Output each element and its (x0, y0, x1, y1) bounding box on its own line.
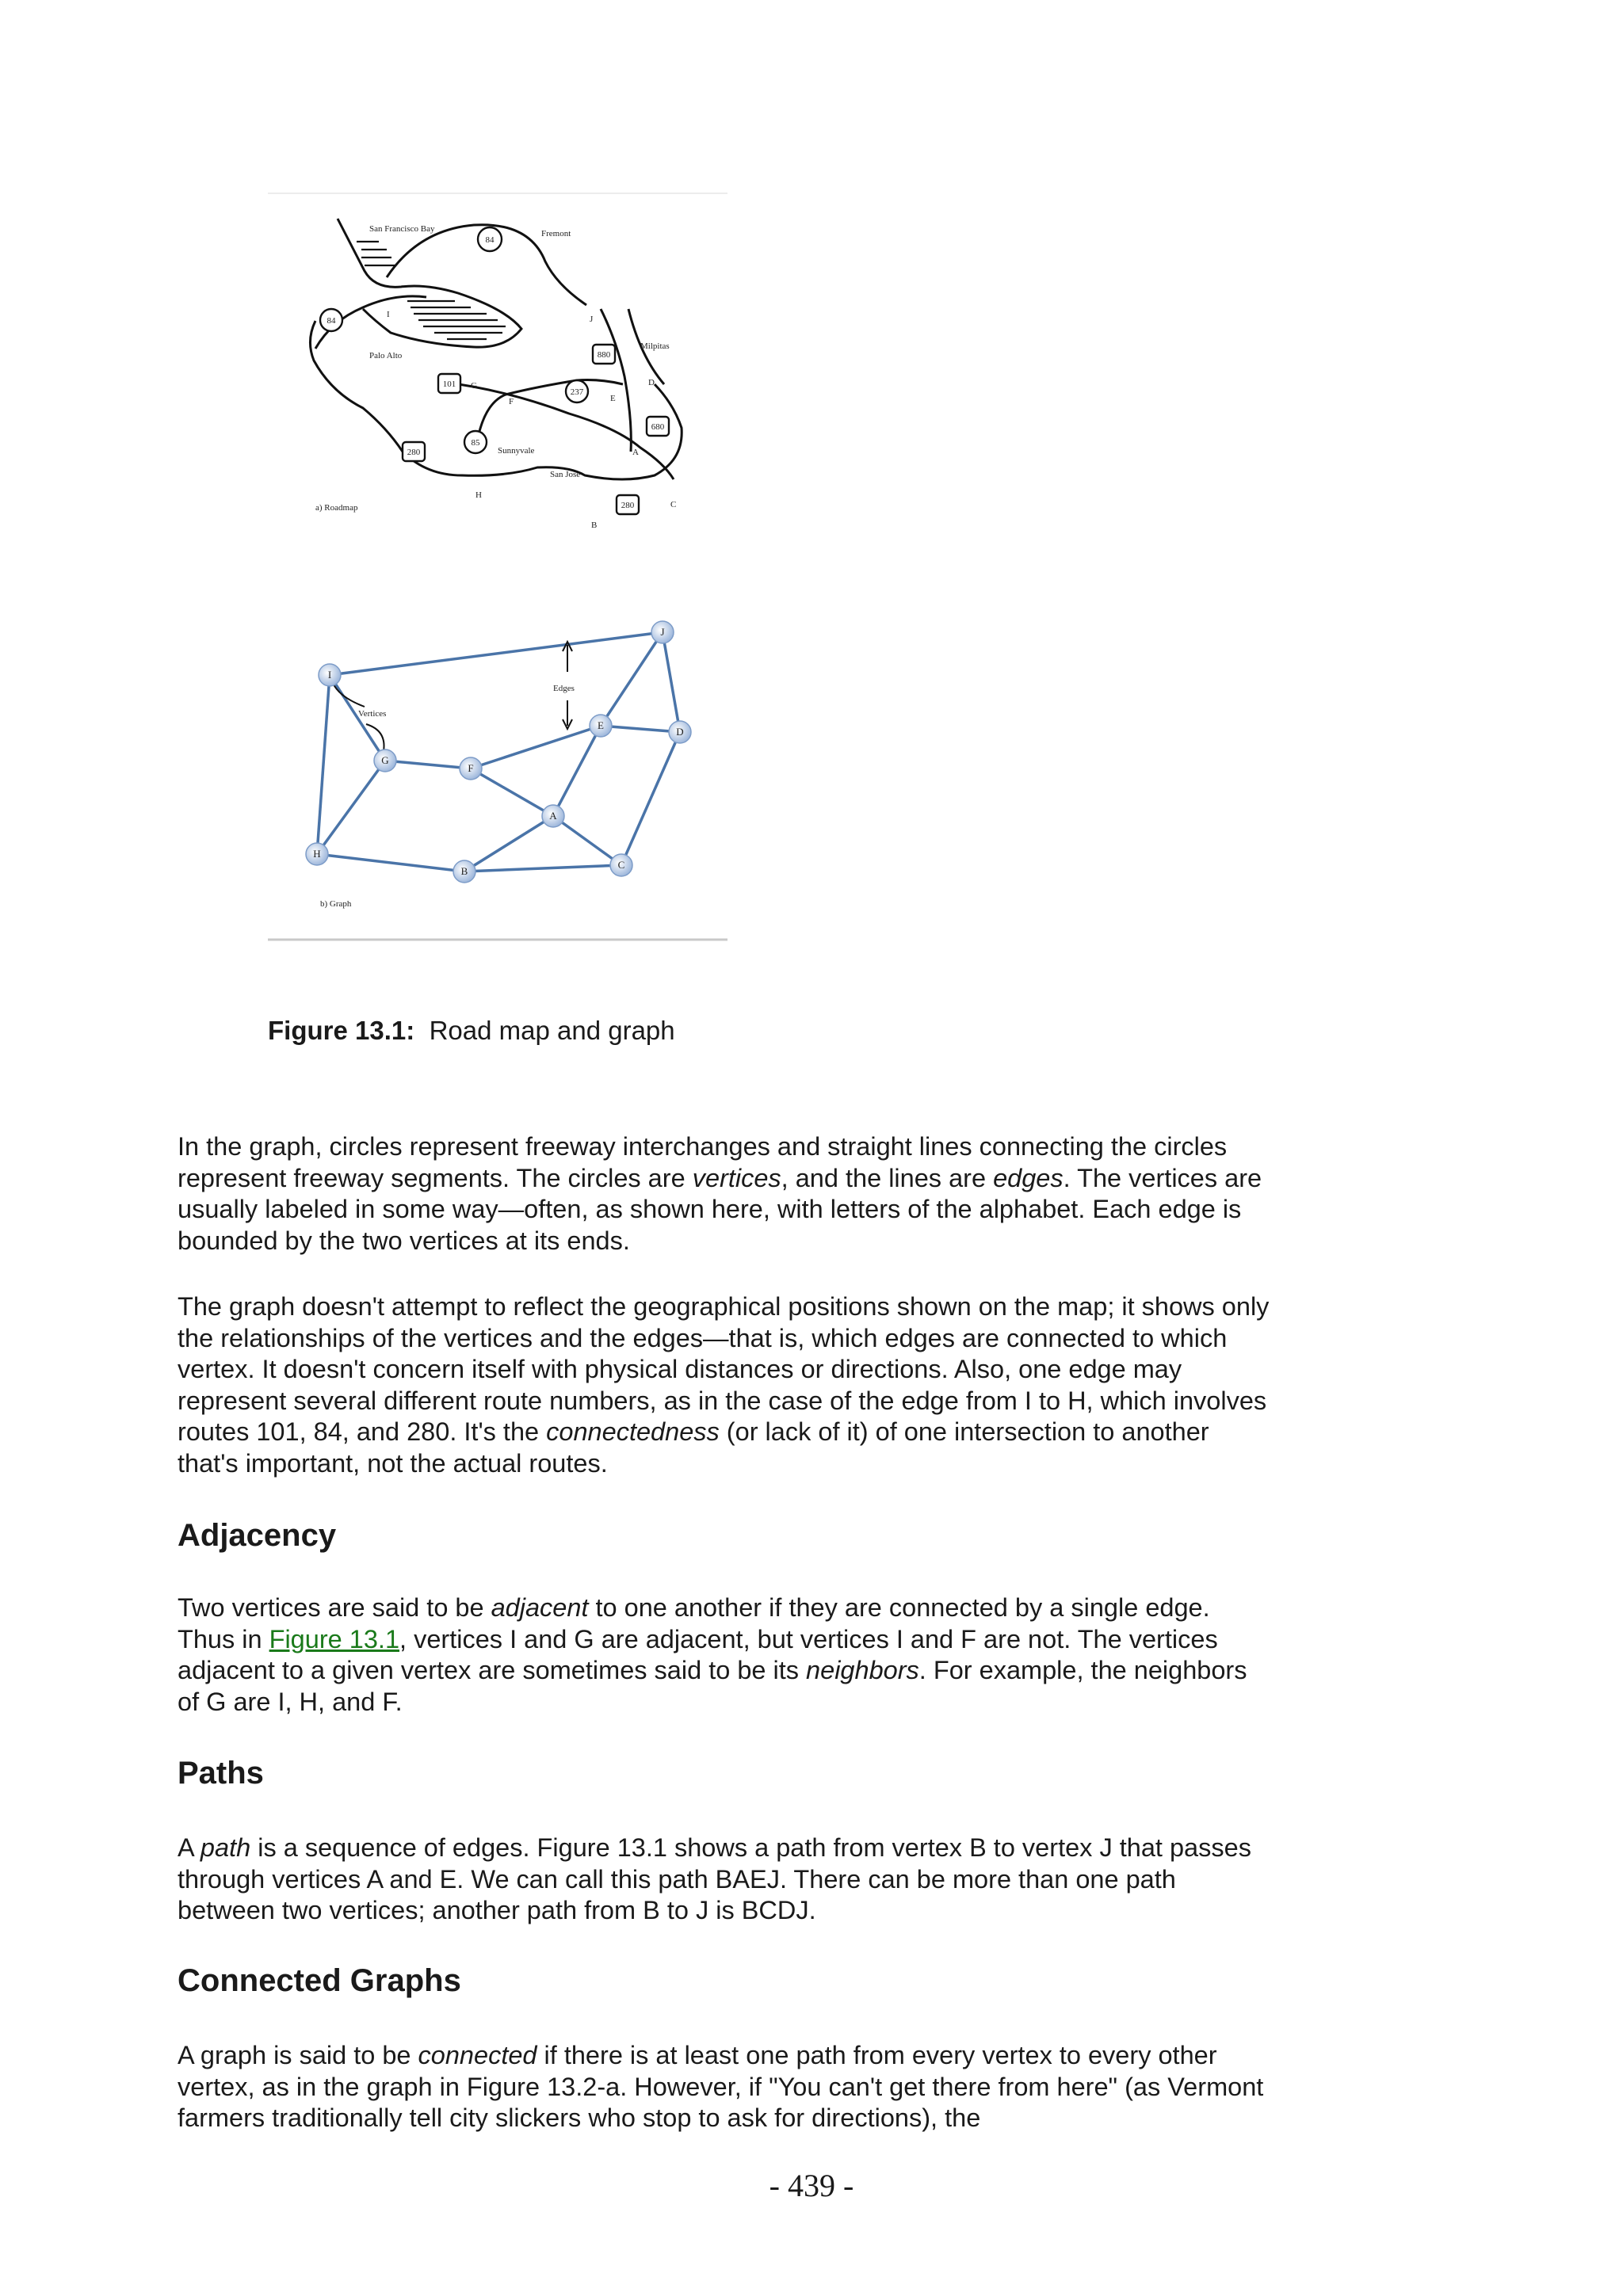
p4-term-path: path (200, 1833, 251, 1862)
edge-I-J (330, 632, 663, 675)
point-H: H (475, 490, 482, 500)
edge-E-J (601, 632, 663, 726)
paragraph-adjacency (178, 1592, 1271, 1718)
vertex-label-B: B (460, 865, 468, 877)
annotation-vertices: Vertices (358, 709, 387, 719)
p4-text-a: A (178, 1833, 200, 1862)
edge-G-F (385, 761, 471, 769)
edge-G-H (317, 761, 385, 854)
vertex-label-G: G (381, 754, 389, 766)
edge-B-A (464, 816, 553, 871)
place-palo-alto: Palo Alto (369, 351, 403, 360)
place-milpitas: Milpitas (640, 341, 670, 351)
edge-E-D (601, 726, 680, 732)
paragraph-paths (178, 1833, 1271, 1927)
p1-text-e: . The vertices are usually labeled in some way—often, as shown here, with letters of the alphabet. Each edge is bounded by the two vertices at its ends. (178, 1163, 1262, 1255)
vertex-label-I: I (327, 669, 332, 681)
vertex-label-E: E (598, 719, 604, 731)
point-F: F (509, 397, 514, 406)
edge-D-C (621, 732, 680, 865)
highway-shields (320, 227, 669, 514)
place-names (369, 224, 670, 479)
highway-numbers (327, 235, 665, 510)
graph-edges (317, 632, 680, 871)
hwy-101: 101 (442, 379, 456, 389)
vertex-label-D: D (676, 726, 684, 738)
paragraph-connected (178, 2040, 1271, 2134)
annotation-edges: Edges (553, 684, 575, 693)
figure-caption-label: Figure 13.1: (268, 1016, 415, 1045)
place-sf-bay: San Francisco Bay (369, 224, 435, 234)
p3-text-f: . For example, the neighbors of G are I, H, and F. (178, 1656, 1247, 1716)
point-B: B (591, 521, 598, 530)
p3-term-neighbors: neighbors (806, 1656, 919, 1684)
graph-vertices (306, 621, 691, 883)
p3-text-c: to one another if they are connected by a single edge. Thus in (178, 1593, 1210, 1653)
p2-text-c: (or lack of it) of one intersection to another that's important, not the actual routes. (178, 1417, 1209, 1478)
p2-text-a: The graph doesn't attempt to reflect the geographical positions shown on the map; it shows only the relationships of the vertices and the edges—that is, which edges are connected to which vertex. It doesn't concern itself with physical distances or directions. Also, one edge may represent several different route numbers, as in the case of the edge from I to H, which involves routes 101, 84, and 280. It's the (178, 1292, 1270, 1446)
heading-adjacency: Adjacency (178, 1518, 337, 1553)
graph-caption: b) Graph (320, 899, 352, 909)
place-san-jose: San Jose (550, 470, 581, 479)
p3-term-adjacent: adjacent (491, 1593, 589, 1622)
hwy-280-east: 280 (621, 501, 635, 510)
heading-paths: Paths (178, 1756, 264, 1791)
p2-term-connectedness: connectedness (546, 1417, 720, 1446)
hwy-680: 680 (651, 422, 665, 432)
hwy-85: 85 (471, 438, 480, 448)
point-E: E (610, 394, 616, 403)
page-number: - 439 - (769, 2168, 854, 2203)
place-fremont: Fremont (541, 229, 571, 238)
point-D: D (648, 378, 655, 387)
hwy-84-east: 84 (485, 235, 495, 245)
graph-vertex-labels (313, 626, 683, 877)
edge-H-B (317, 854, 464, 871)
edge-F-A (471, 769, 553, 816)
paragraph-graph-intro (178, 1131, 1271, 1257)
point-A: A (632, 448, 639, 457)
p3-text-d: , vertices I and G are adjacent, but vertices I and F are not. The vertices adjacent to a given vertex are sometimes said to be its (178, 1624, 1218, 1684)
hwy-280-west: 280 (407, 448, 421, 457)
vertex-label-H: H (313, 848, 321, 860)
p5-term-connected: connected (418, 2041, 537, 2069)
figure-13-1-link[interactable]: Figure 13.1 (269, 1624, 400, 1653)
point-G: G (471, 381, 477, 391)
paragraph-graph-map (178, 1291, 1271, 1479)
figure-13-1 (268, 190, 729, 943)
edge-A-C (553, 816, 621, 865)
heading-connected-graphs: Connected Graphs (178, 1963, 461, 1998)
vertex-label-A: A (549, 810, 557, 822)
vertex-label-F: F (468, 762, 474, 774)
hwy-237: 237 (570, 387, 584, 397)
edge-I-H (317, 675, 330, 854)
place-sunnyvale: Sunnyvale (498, 446, 535, 456)
point-J: J (590, 315, 594, 324)
p1-text-a: In the graph, circles represent freeway interchanges and straight lines connecting the circles represent freeway segments. The circles are (178, 1132, 1228, 1192)
hwy-84-west: 84 (327, 316, 336, 326)
figure-caption (268, 1016, 675, 1046)
point-C: C (670, 500, 677, 509)
figure-caption-text: Road map and graph (429, 1016, 675, 1045)
p1-term-edges: edges (993, 1163, 1064, 1192)
p3-text-a: Two vertices are said to be (178, 1593, 491, 1622)
p1-term-vertices: vertices (692, 1163, 781, 1192)
figure-drawing (268, 190, 729, 943)
edge-B-C (464, 865, 621, 871)
edge-J-D (663, 632, 680, 732)
point-I: I (387, 310, 390, 319)
hwy-880: 880 (597, 350, 611, 360)
p4-text-c: is a sequence of edges. Figure 13.1 shows a path from vertex B to vertex J that passes through vertices A and E. We can call this path BAEJ. There can be more than one path between two vertices; another path from B to J is BCDJ. (178, 1833, 1251, 1924)
vertex-label-C: C (617, 859, 625, 871)
p1-text-c: , and the lines are (781, 1163, 994, 1192)
roadmap-caption: a) Roadmap (315, 503, 358, 513)
p5-text-a: A graph is said to be (178, 2041, 418, 2069)
vertex-label-J: J (660, 626, 665, 638)
p5-text-c: if there is at least one path from every vertex to every other vertex, as in the graph in Figure 13.2-a. However, if "You can't get there from here" (as Vermont farmers traditionally tell city slickers who stop to ask for directions), the (178, 2041, 1264, 2132)
